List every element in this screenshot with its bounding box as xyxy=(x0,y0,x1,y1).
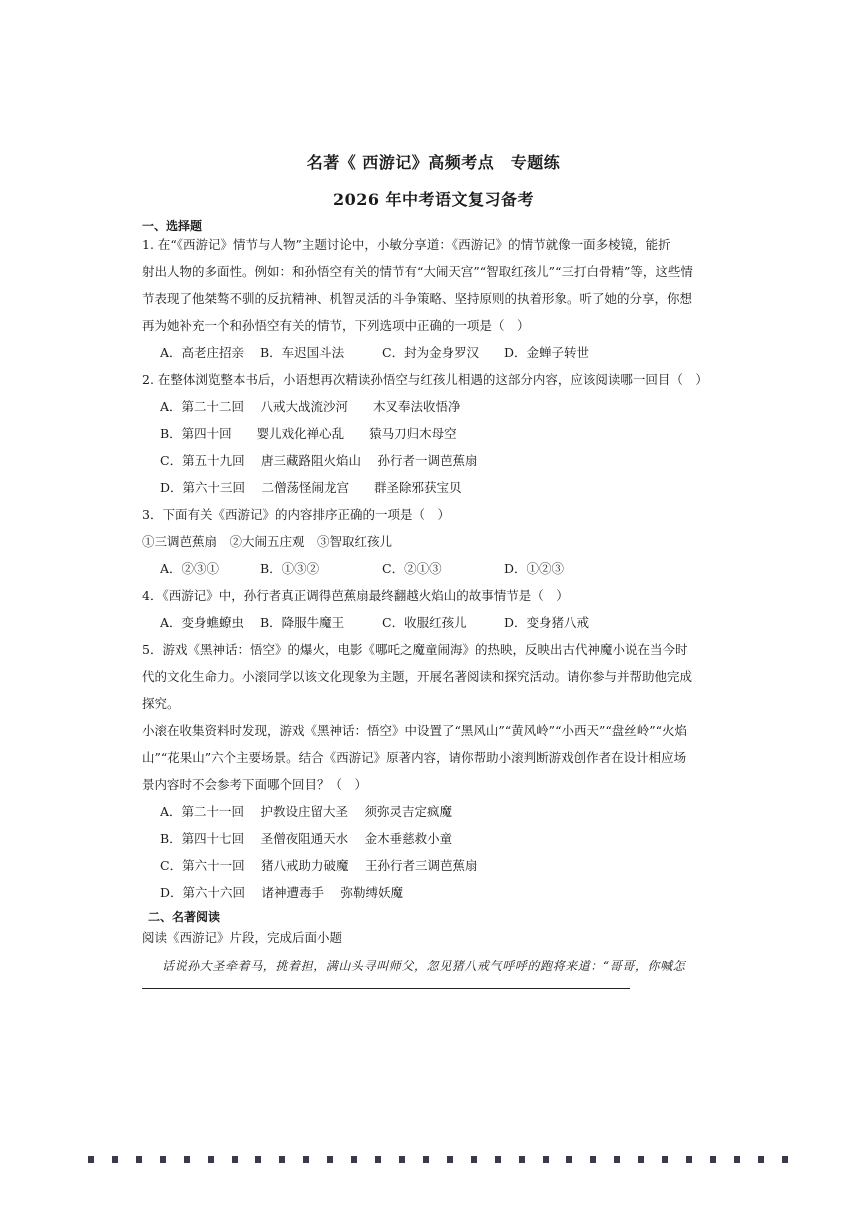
border-dot xyxy=(782,1156,788,1163)
border-dot xyxy=(662,1156,668,1163)
question-2-option-d: D．第六十三回 二僧荡怪闹龙宫 群圣除邪获宝贝 xyxy=(160,480,462,495)
question-5-line: 探究。 xyxy=(142,696,180,711)
question-5-option-b: B．第四十七回 圣僧夜阻通天水 金木垂慈救小童 xyxy=(160,831,453,846)
border-dot xyxy=(184,1156,190,1163)
reading-passage: 话说孙大圣牵着马，挑着担，满山头寻叫师父，忽见猪八戒气呼呼的跑将来道：“哥哥，你喊怎 xyxy=(162,959,686,973)
question-5-option-d: D．第六十六回 诸神遭毒手 弥勒缚妖魔 xyxy=(160,885,403,900)
border-dot xyxy=(447,1156,453,1163)
section-heading-choice: 一、选择题 xyxy=(142,219,203,233)
section-heading-reading: 二、名著阅读 xyxy=(148,910,221,924)
option-c: C．②①③ xyxy=(382,561,442,576)
border-dot xyxy=(758,1156,764,1163)
divider-line xyxy=(142,988,630,989)
option-d: D．①②③ xyxy=(504,561,565,576)
border-dot xyxy=(112,1156,118,1163)
border-dot xyxy=(255,1156,261,1163)
border-dot xyxy=(351,1156,357,1163)
page-subtitle: 2026 年中考语文复习备考 xyxy=(332,190,535,209)
question-2-option-c: C．第五十九回 唐三藏路阻火焰山 孙行者一调芭蕉扇 xyxy=(160,453,478,468)
border-dot xyxy=(279,1156,285,1163)
option-d: D．变身猪八戒 xyxy=(504,615,590,630)
question-2-option-b: B．第四十回 婴儿戏化禅心乱 猿马刀归木母空 xyxy=(160,426,457,441)
option-a: A．高老庄招亲 xyxy=(160,345,245,360)
question-5-option-a: A．第二十一回 护教设庄留大圣 须弥灵吉定疯魔 xyxy=(160,804,452,819)
question-2-stem: 2. 在整体浏览整本书后，小语想再次精读孙悟空与红孩儿相遇的这部分内容，应该阅读哪一回目（ ） xyxy=(142,372,708,387)
option-a: A．②③① xyxy=(160,561,220,576)
question-5-option-c: C．第六十一回 猪八戒助力破魔 王孙行者三调芭蕉扇 xyxy=(160,858,478,873)
page-title: 名著《 西游记》高频考点 专题练 xyxy=(306,153,561,172)
question-3-stem: 3．下面有关《西游记》的内容排序正确的一项是（ ） xyxy=(142,507,450,522)
border-dot xyxy=(208,1156,214,1163)
border-dot xyxy=(375,1156,381,1163)
option-c: C．收服红孩儿 xyxy=(382,615,467,630)
option-a: A．变身蟭蟟虫 xyxy=(160,615,245,630)
border-dot xyxy=(614,1156,620,1163)
question-3-items: ①三调芭蕉扇 ②大闹五庄观 ③智取红孩儿 xyxy=(142,534,393,549)
question-1-options xyxy=(160,345,750,361)
question-4-options xyxy=(160,615,750,631)
border-dot xyxy=(88,1156,94,1163)
border-dot xyxy=(136,1156,142,1163)
option-b: B．①③② xyxy=(260,561,320,576)
question-5-line: 5．游戏《黑神话：悟空》的爆火，电影《哪吒之魔童闹海》的热映，反映出古代神魔小说在当今时 xyxy=(142,642,688,657)
reading-instruction: 阅读《西游记》片段，完成后面小题 xyxy=(142,930,343,945)
question-1-line: 射出人物的多面性。例如：和孙悟空有关的情节有“大闹天宫”“智取红孩儿”“三打白骨精”等，这些情 xyxy=(142,264,693,279)
question-1-line: 再为她补充一个和孙悟空有关的情节，下列选项中正确的一项是（ ） xyxy=(142,318,530,333)
border-dot xyxy=(543,1156,549,1163)
question-4-stem: 4．《西游记》中，孙行者真正调得芭蕉扇最终翻越火焰山的故事情节是（ ） xyxy=(142,588,569,603)
border-dot xyxy=(423,1156,429,1163)
dotted-border xyxy=(88,1154,788,1164)
option-b: B．降服牛魔王 xyxy=(260,615,345,630)
question-3-options xyxy=(160,561,750,577)
question-5-line: 代的文化生命力。小滚同学以该文化现象为主题，开展名著阅读和探究活动。请你参与并帮助他完成 xyxy=(142,669,693,684)
question-5-line: 景内容时不会参考下面哪个回目？（ ） xyxy=(142,777,368,792)
border-dot xyxy=(590,1156,596,1163)
border-dot xyxy=(303,1156,309,1163)
border-dot xyxy=(710,1156,716,1163)
question-5-line: 山”“花果山”六个主要场景。结合《西游记》原著内容，请你帮助小滚判断游戏创作者在设计相应场 xyxy=(142,750,687,765)
question-5-line: 小滚在收集资料时发现，游戏《黑神话：悟空》中设置了“黑风山”“黄风岭”“小西天”“盘丝岭”“火焰 xyxy=(142,723,688,738)
border-dot xyxy=(160,1156,166,1163)
border-dot xyxy=(471,1156,477,1163)
question-1-line: 节表现了他桀骜不驯的反抗精神、机智灵活的斗争策略、坚持原则的执着形象。听了她的分享，你想 xyxy=(142,291,693,306)
option-c: C．封为金身罗汉 xyxy=(382,345,480,360)
border-dot xyxy=(734,1156,740,1163)
border-dot xyxy=(495,1156,501,1163)
border-dot xyxy=(327,1156,333,1163)
border-dot xyxy=(399,1156,405,1163)
border-dot xyxy=(686,1156,692,1163)
question-1-line: 1. 在“《西游记》情节与人物”主题讨论中，小敏分享道：《西游记》的情节就像一面多棱镜，能折 xyxy=(142,237,671,252)
option-d: D．金蝉子转世 xyxy=(504,345,590,360)
question-2-option-a: A．第二十二回 八戒大战流沙河 木叉奉法收悟净 xyxy=(160,399,461,414)
border-dot xyxy=(232,1156,238,1163)
border-dot xyxy=(566,1156,572,1163)
border-dot xyxy=(519,1156,525,1163)
option-b: B．车迟国斗法 xyxy=(260,345,345,360)
border-dot xyxy=(638,1156,644,1163)
